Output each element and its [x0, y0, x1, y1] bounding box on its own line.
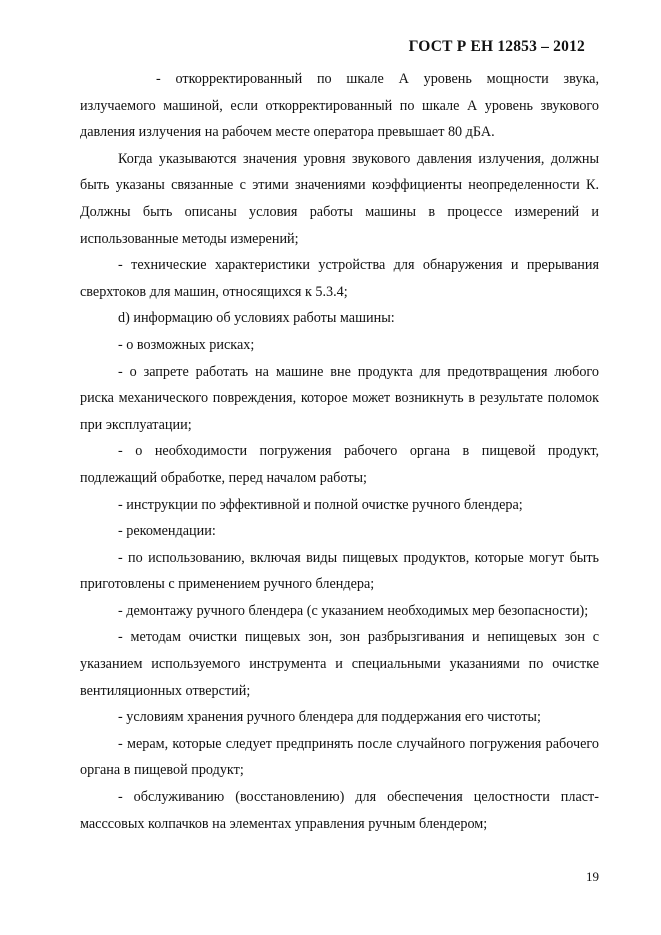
paragraph-possible-risks: - о возможных рисках; [118, 336, 255, 353]
paragraph-usage: - по использованию, включая виды пищевых продуктов, которые могут быть приготовлены с применением ручного блендера; [80, 549, 599, 593]
paragraph-storage: - условиям хранения ручного блендера для поддержания его чистоты; [118, 709, 541, 726]
document-body [80, 66, 599, 837]
paragraph-uncertainty: Когда указываются значения уровня звукового давления излучения, должны быть указаны связанные с этими значениями коэффициенты неопределенности К. Должны быть описаны условия работы машины в процессе измерений и использованные методы измерений; [80, 150, 599, 247]
page-number: 19 [586, 869, 599, 884]
paragraph-operating-conditions-heading: d) информацию об условиях работы машины: [118, 310, 395, 327]
paragraph-overcurrent-device: - технические характеристики устройства для обнаружения и прерывания сверхтоков для машин, относящихся к 5.3.4; [80, 257, 599, 300]
paragraph-prohibition: - о запрете работать на машине вне продукта для предотвращения любого риска механического повреждения, которое может возникнуть в результате поломок при эксплуатации; [80, 363, 599, 433]
paragraph-cleaning-zones: - методам очистки пищевых зон, зон разбрызгивания и непищевых зон с указанием используемого инструмента и специальными указаниями по очистке вентиляционных отверстий; [80, 629, 599, 699]
document-header: ГОСТ Р ЕН 12853 – 2012 [408, 38, 585, 55]
paragraph-accidental-immersion: - мерам, которые следует предпринять после случайного погружения рабочего органа в пищевой продукт; [80, 735, 599, 779]
paragraph-immersion: - о необходимости погружения рабочего органа в пищевой продукт, подлежащий обработке, перед началом работы; [80, 443, 599, 486]
paragraph-sound-power-level: - откорректированный по шкале А уровень мощности звука, излучаемого машиной, если откорректированный по шкале А уровень звукового давления излучения на рабочем месте оператора превышает 80 дБА. [80, 71, 599, 141]
paragraph-maintenance: - обслуживанию (восстановлению) для обеспечения целостности пластмасссовых колпачков на элементах управления ручным блендером; [80, 789, 599, 832]
paragraph-dismantling: - демонтажу ручного блендера (с указанием необходимых мер безопасности); [118, 602, 589, 619]
paragraph-cleaning-instructions: - инструкции по эффективной и полной очистке ручного блендера; [118, 496, 523, 513]
paragraph-recommendations-heading: - рекомендации: [118, 523, 216, 540]
